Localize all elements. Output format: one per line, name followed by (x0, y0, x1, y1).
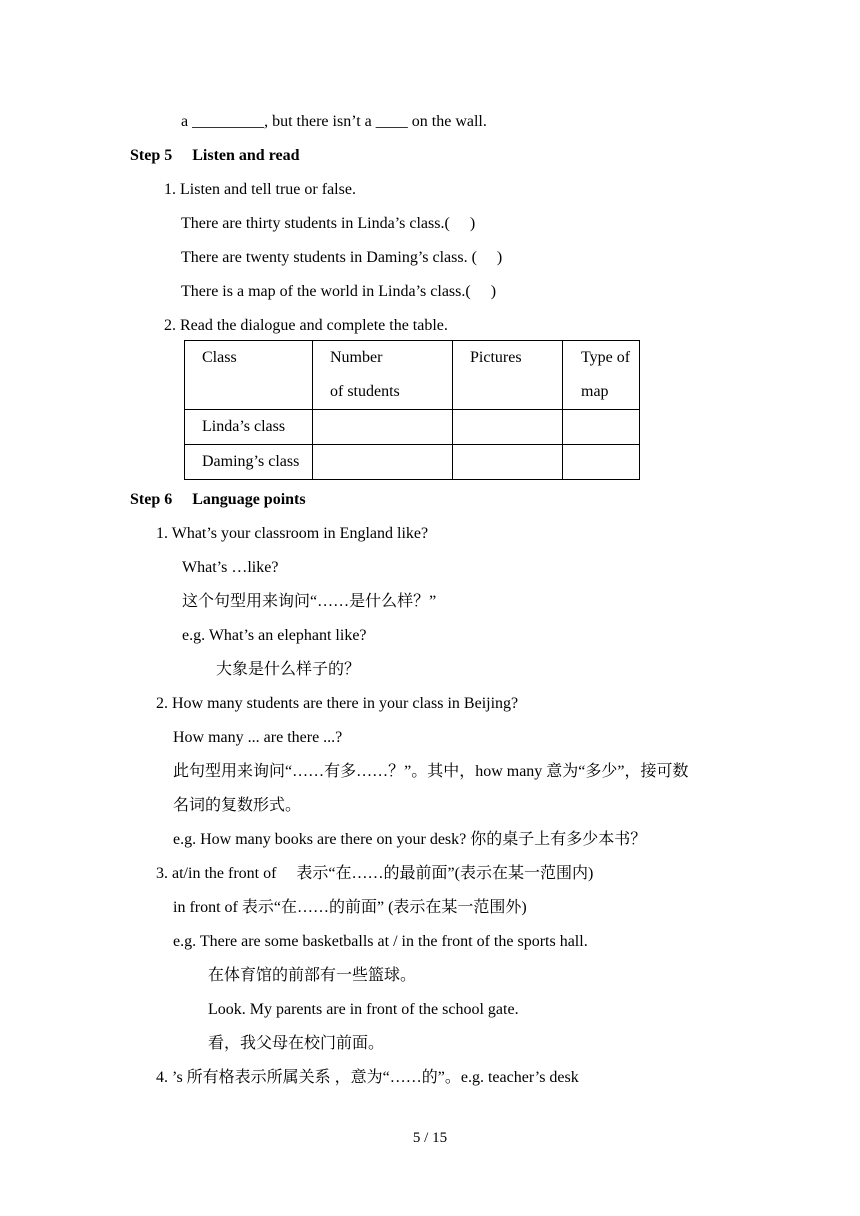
class-comparison-table (184, 340, 640, 480)
language-point-3: 3. at/in the front of 表示“在……的最前面”(表示在某一范围内) (156, 865, 594, 882)
blank-cell (313, 410, 453, 445)
row-label-daming: Daming’s class (185, 445, 313, 480)
pattern-text: How many ... are there ...? (173, 729, 343, 746)
step6-heading: Step 6 Language points (130, 491, 306, 508)
row-label-linda: Linda’s class (185, 410, 313, 445)
page-number: 5 / 15 (412, 1130, 448, 1146)
true-false-statement: There are thirty students in Linda’s class.( ) (181, 215, 476, 232)
translation-text: 大象是什么样子的？ (216, 661, 361, 678)
blank-cell (453, 445, 563, 480)
header-type-of-map: Type of map (563, 341, 640, 410)
language-point-4: 4. ’s 所有格表示所属关系 ，意为“……的”。e.g. teacher’s desk (156, 1069, 579, 1086)
example-text: e.g. What’s an elephant like? (182, 627, 367, 644)
blank-cell (563, 410, 640, 445)
translation-text: 在体育馆的前部有一些篮球。 (208, 967, 417, 984)
table-row (185, 410, 640, 445)
pattern-text: What’s …like? (182, 559, 279, 576)
language-point-1: 1. What’s your classroom in England like? (156, 525, 429, 542)
language-point-2: 2. How many students are there in your class in Beijing? (156, 695, 519, 712)
header-class: Class (185, 341, 313, 410)
table-header-row (185, 341, 640, 410)
explanation-text: 名词的复数形式。 (173, 797, 302, 814)
example-text: e.g. How many books are there on your desk? 你的桌子上有多少本书？ (173, 831, 647, 848)
table-row (185, 445, 640, 480)
example-text: e.g. There are some basketballs at / in the front of the sports hall. (173, 933, 588, 950)
header-pictures: Pictures (453, 341, 563, 410)
step5-item-2: 2. Read the dialogue and complete the table. (164, 317, 448, 334)
translation-text: 看，我父母在校门前面。 (208, 1035, 385, 1052)
blank-cell (453, 410, 563, 445)
true-false-statement: There are twenty students in Daming’s class. ( ) (181, 249, 503, 266)
fill-blank-line: a _________, but there isn’t a ____ on the wall. (181, 113, 487, 130)
blank-cell (313, 445, 453, 480)
example-text: Look. My parents are in front of the school gate. (208, 1001, 519, 1018)
blank-cell (563, 445, 640, 480)
explanation-text: 此句型用来询问“……有多……？”。其中，how many 意为“多少”，接可数 (173, 763, 689, 780)
explanation-text: 这个句型用来询问“……是什么样？” (182, 593, 437, 610)
step5-heading: Step 5 Listen and read (130, 147, 300, 164)
step5-item-1: 1. Listen and tell true or false. (164, 181, 356, 198)
true-false-statement: There is a map of the world in Linda’s class.( ) (181, 283, 497, 300)
explanation-text: in front of 表示“在……的前面” (表示在某一范围外) (173, 899, 527, 916)
header-number: Number of students (313, 341, 453, 410)
